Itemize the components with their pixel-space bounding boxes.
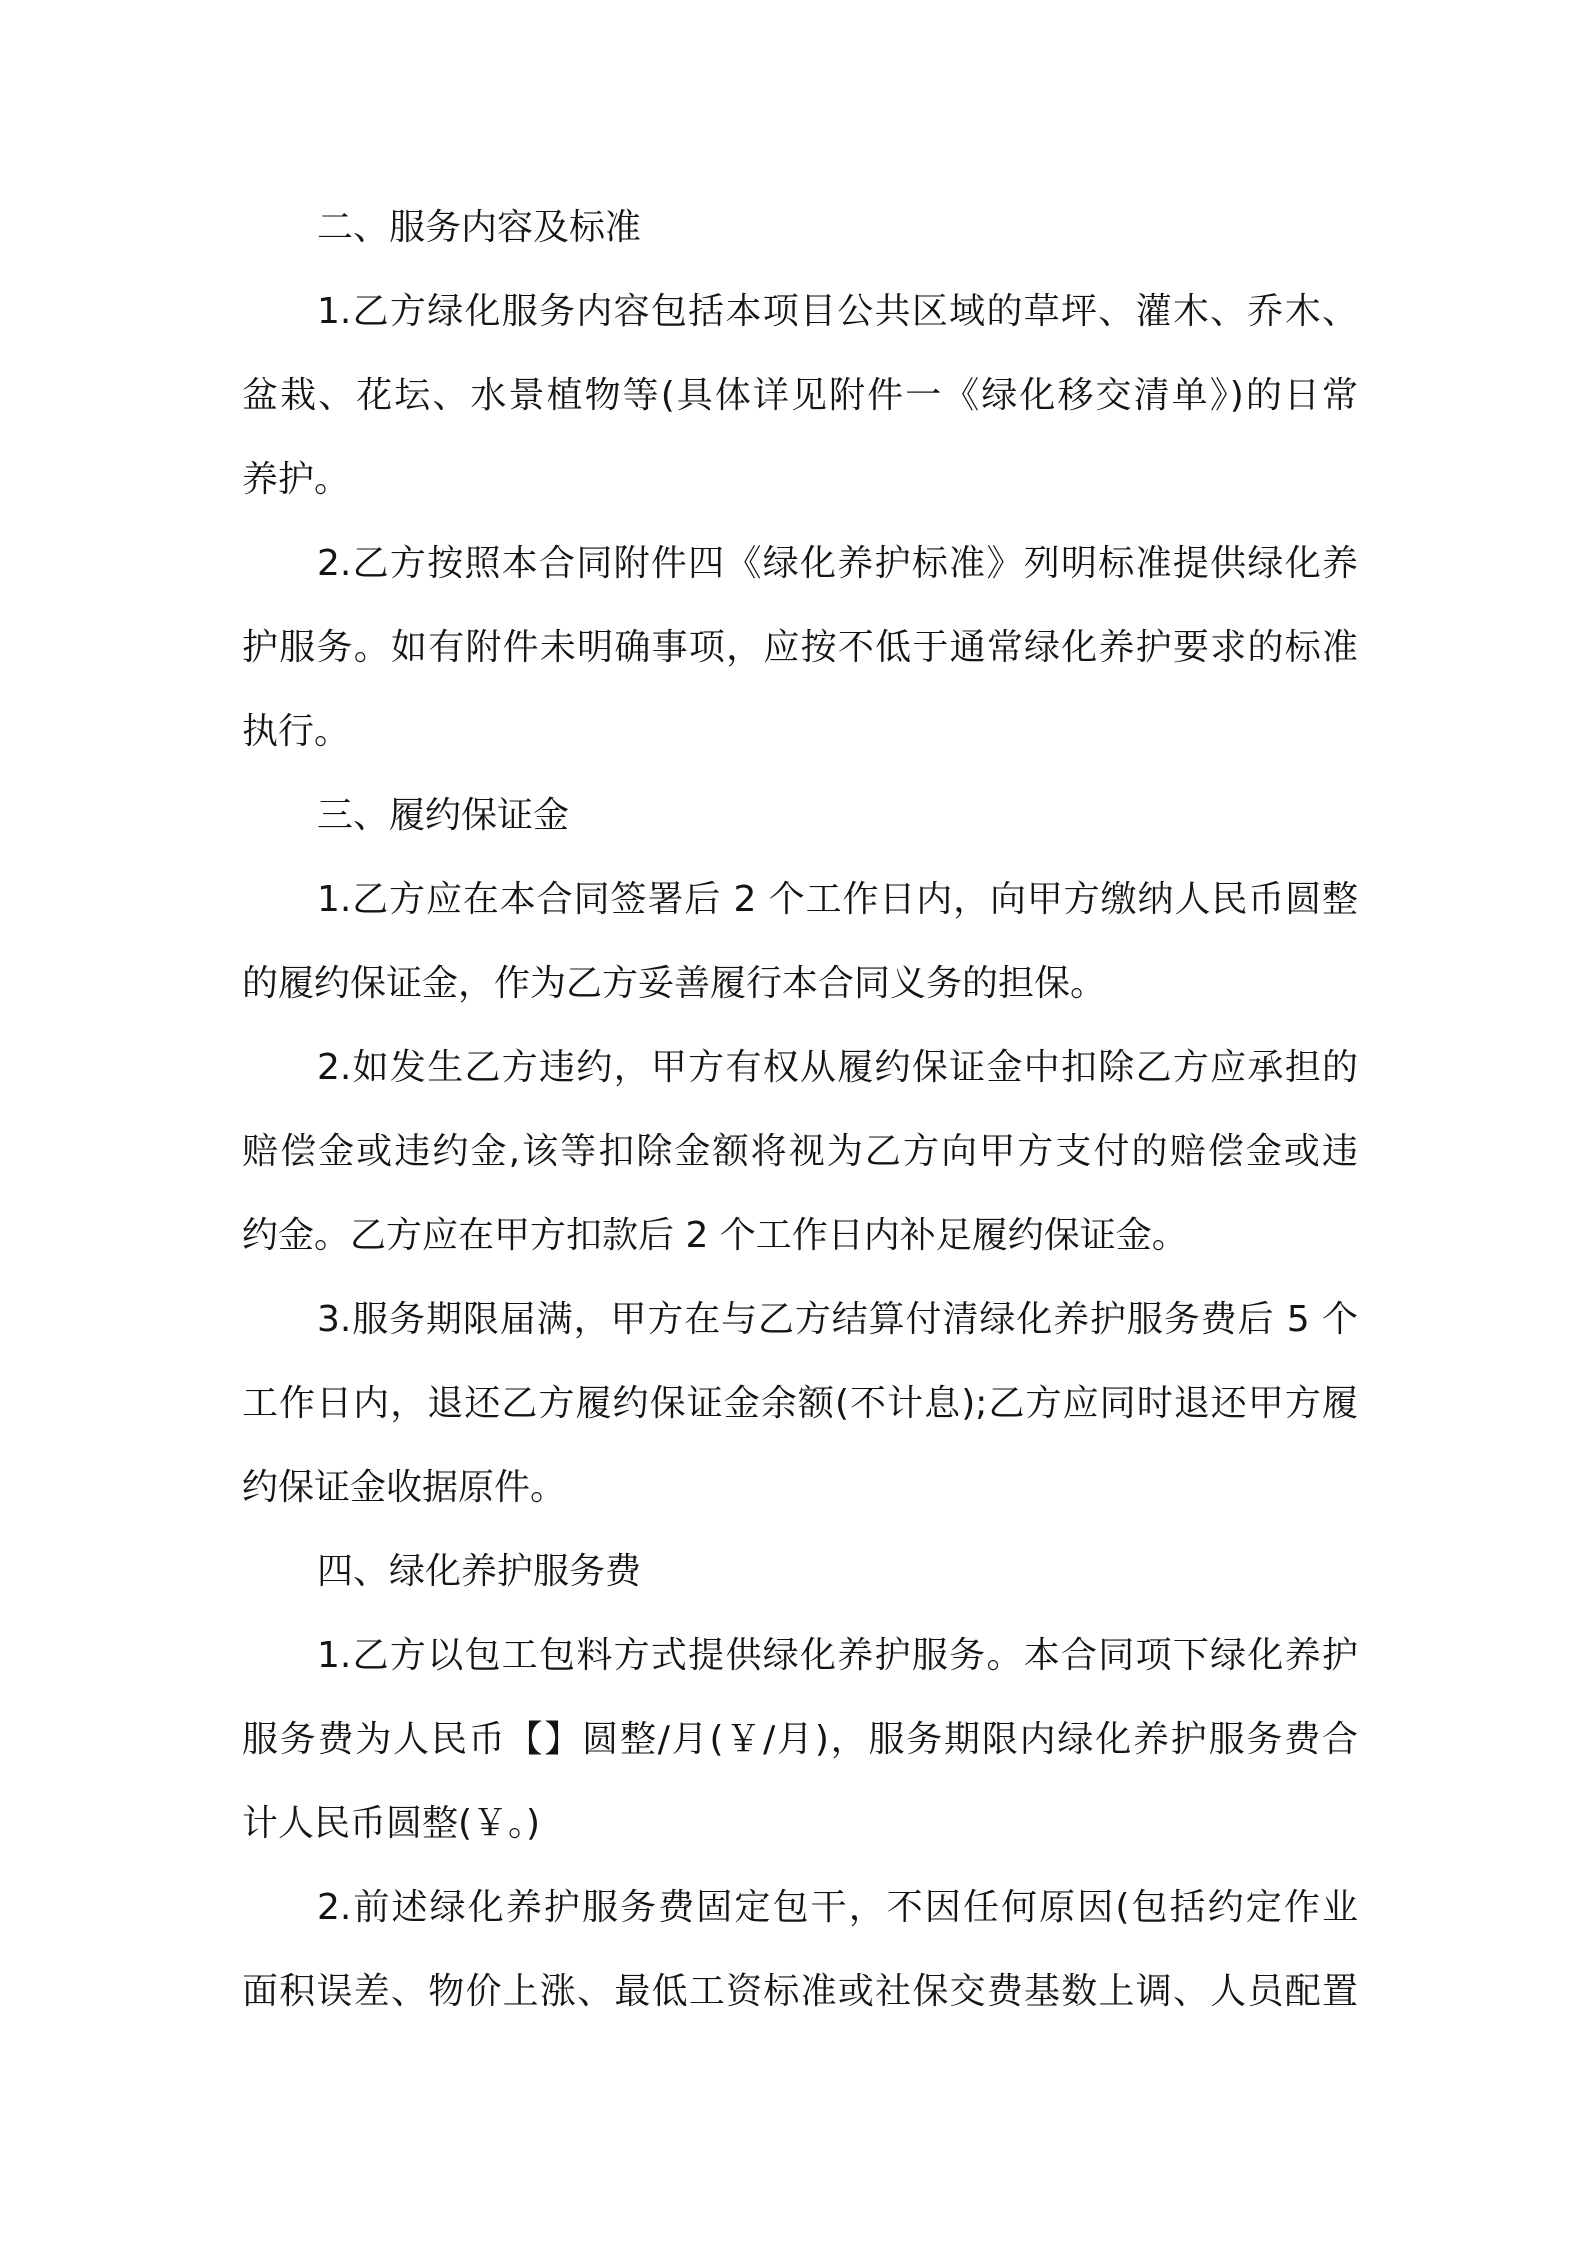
paragraph-line: 1.乙方绿化服务内容包括本项目公共区域的草坪、灌木、乔木、: [317, 291, 1358, 332]
document-body: [242, 186, 1358, 2034]
section-performance-bond: [242, 774, 1358, 1530]
section-heading: 三、履约保证金: [317, 795, 570, 836]
paragraph: [242, 1614, 1358, 1866]
paragraph-line: 约保证金收据原件。: [242, 1467, 567, 1508]
section-service-content: [242, 186, 1358, 774]
section-heading: 四、绿化养护服务费: [317, 1551, 642, 1592]
paragraph-line: 2.乙方按照本合同附件四《绿化养护标准》列明标准提供绿化养: [317, 543, 1358, 584]
paragraph: [242, 522, 1358, 774]
paragraph: [242, 1278, 1358, 1530]
paragraph-line: 约金。乙方应在甲方扣款后 2 个工作日内补足履约保证金。: [242, 1215, 1188, 1256]
paragraph: [242, 270, 1358, 522]
paragraph: [242, 858, 1358, 1026]
paragraph-line: 服务费为人民币【】圆整/月(￥/月)，服务期限内绿化养护服务费合: [242, 1719, 1358, 1760]
paragraph-line: 工作日内，退还乙方履约保证金余额(不计息);乙方应同时退还甲方履: [242, 1383, 1358, 1424]
paragraph-line: 1.乙方应在本合同签署后 2 个工作日内，向甲方缴纳人民币圆整: [317, 879, 1358, 920]
paragraph-line: 盆栽、花坛、水景植物等(具体详见附件一《绿化移交清单》)的日常: [242, 375, 1358, 416]
paragraph-line: 2.如发生乙方违约，甲方有权从履约保证金中扣除乙方应承担的: [317, 1047, 1358, 1088]
paragraph-line: 1.乙方以包工包料方式提供绿化养护服务。本合同项下绿化养护: [317, 1635, 1358, 1676]
paragraph-line: 3.服务期限届满，甲方在与乙方结算付清绿化养护服务费后 5 个: [317, 1299, 1358, 1340]
paragraph-line: 的履约保证金，作为乙方妥善履行本合同义务的担保。: [242, 963, 1107, 1004]
paragraph-line: 面积误差、物价上涨、最低工资标准或社保交费基数上调、人员配置: [242, 1971, 1358, 2012]
paragraph-line: 执行。: [242, 711, 351, 752]
paragraph-line: 赔偿金或违约金,该等扣除金额将视为乙方向甲方支付的赔偿金或违: [242, 1131, 1358, 1172]
paragraph-line: 计人民币圆整(￥。): [242, 1803, 541, 1844]
paragraph-line: 养护。: [242, 459, 351, 500]
paragraph: [242, 1026, 1358, 1278]
paragraph-line: 护服务。如有附件未明确事项，应按不低于通常绿化养护要求的标准: [242, 627, 1358, 668]
section-heading: 二、服务内容及标准: [317, 207, 642, 248]
section-maintenance-fee: [242, 1530, 1358, 2034]
paragraph-line: 2.前述绿化养护服务费固定包干，不因任何原因(包括约定作业: [317, 1887, 1358, 1928]
paragraph: [242, 1866, 1358, 2034]
